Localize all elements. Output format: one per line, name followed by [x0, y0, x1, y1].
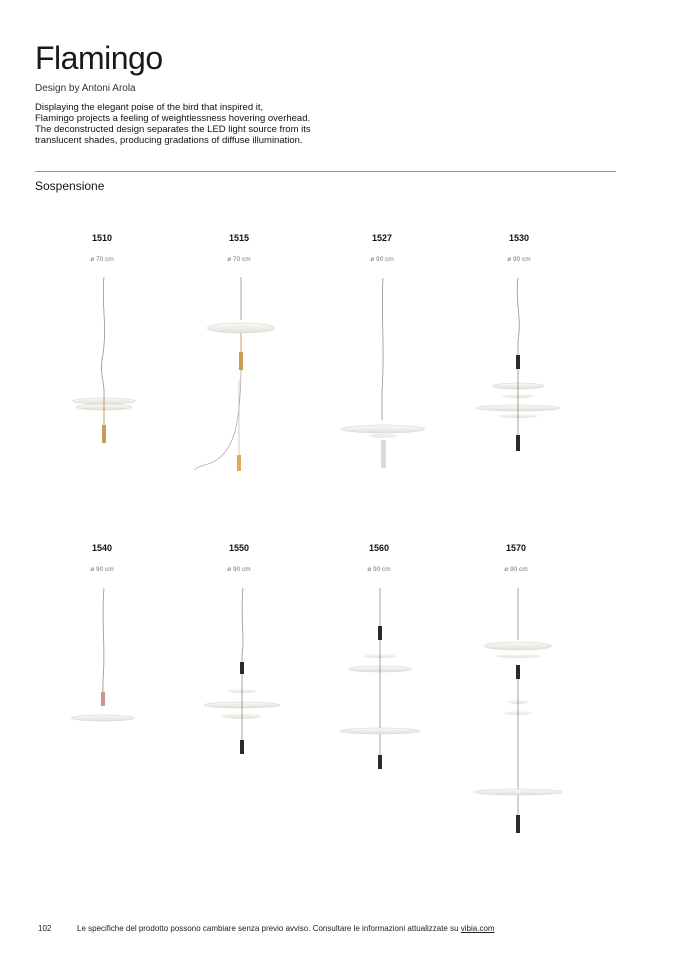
product-dimension: ø 90 cm	[90, 566, 114, 573]
lamp-1540-image	[71, 588, 135, 721]
vibia-link[interactable]: vibia.com	[460, 924, 495, 933]
product-code: 1510	[91, 233, 113, 243]
product-dimension: ø 90 cm	[370, 256, 394, 263]
description-line: Flamingo projects a feeling of weightlessness hovering overhead.	[35, 113, 311, 124]
product-code: 1550	[228, 543, 250, 553]
lamp-1550-image	[204, 588, 280, 754]
description-line: The deconstructed design separates the LED light source from its	[35, 124, 311, 135]
product-code: 1527	[371, 233, 393, 243]
product-code: 1560	[368, 543, 390, 553]
product-code: 1515	[228, 233, 250, 243]
page-title: Flamingo	[35, 40, 163, 76]
product-code: 1540	[91, 543, 113, 553]
product-dimension: ø 90 cm	[507, 256, 531, 263]
lamp-1515-image	[194, 277, 275, 471]
product-dimension: ø 90 cm	[367, 566, 391, 573]
product-dimension: ø 90 cm	[227, 566, 251, 573]
description-line: translucent shades, producing gradations of diffuse illumination.	[35, 135, 303, 146]
lamp-1510-image	[72, 277, 136, 443]
section-title: Sospensione	[35, 179, 105, 193]
product-code: 1530	[508, 233, 530, 243]
product-dimension: ø 90 cm	[504, 566, 528, 573]
lamp-1530-image	[476, 278, 560, 451]
lamp-1527-image	[341, 278, 425, 468]
lamp-1570-image	[474, 588, 562, 833]
lamp-1560-image	[340, 588, 420, 769]
footer-note-text: Le specifiche del prodotto possono cambiare senza previo avviso. Consultare le informazioni attualizzate su	[77, 924, 461, 933]
description-line: Displaying the elegant poise of the bird that inspired it,	[35, 102, 264, 113]
product-code: 1570	[505, 543, 527, 553]
product-dimension: ø 70 cm	[227, 256, 251, 263]
product-dimension: ø 70 cm	[90, 256, 114, 263]
footer-note	[77, 924, 495, 933]
designer-credit: Design by Antoni Arola	[35, 83, 136, 94]
page-number: 102	[38, 924, 52, 933]
